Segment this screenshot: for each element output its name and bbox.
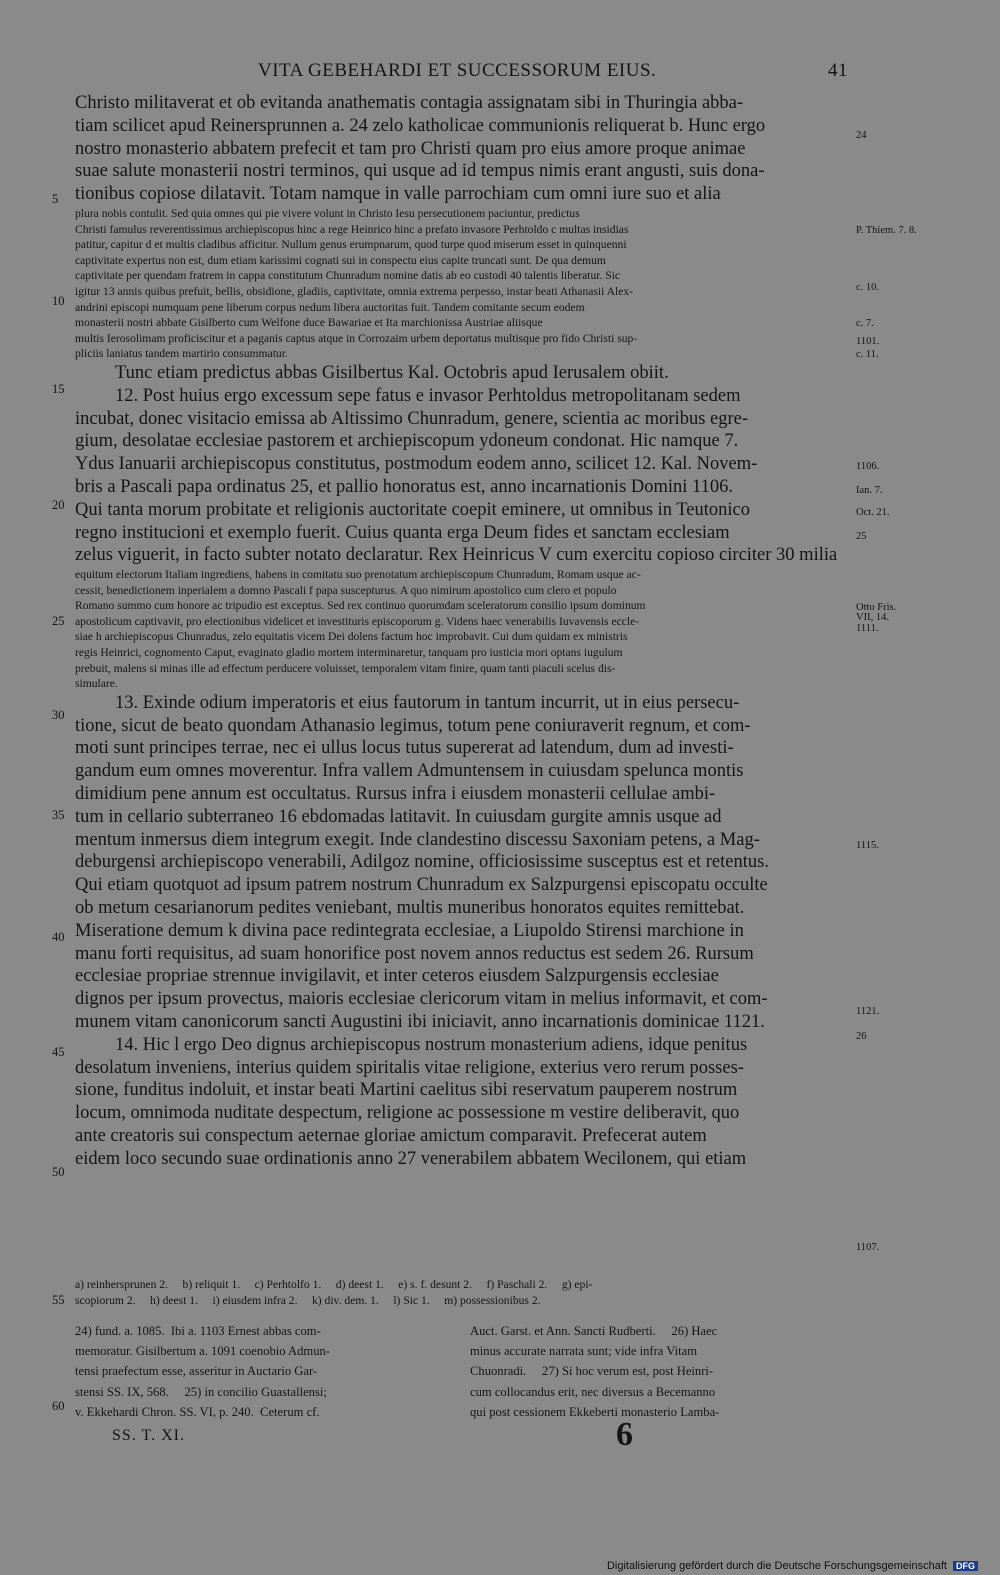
commentary-line: Auct. Garst. et Ann. Sancti Rudberti. 26) Haec (470, 1324, 718, 1338)
line-number: 55 (52, 1293, 65, 1307)
margin-note: 1106. (856, 461, 880, 472)
text-line: Tunc etiam predictus abbas Gisilbertus Kal. Octobris apud Ierusalem obiit. (115, 362, 669, 383)
line-number: 35 (52, 808, 65, 822)
text-line: captivitate expertus non est, dum etiam karissimi cognati sui in conspectu eius capite truncati sunt. De qua demum (75, 253, 606, 267)
text-line: deburgensi archiepiscopo venerabili, Adilgoz nomine, officiosissime susceptus est et retentus. (75, 852, 769, 873)
commentary-line: minus accurate narrata sunt; vide infra Vitam (470, 1344, 698, 1359)
text-line: ante creatoris sui conspectum aeternae gloriae amictum comparavit. Prefecerat autem (75, 1125, 707, 1146)
line-number: 40 (52, 930, 65, 944)
signature-mark: SS. T. XI. (112, 1427, 185, 1444)
text-line: multis Ierosolimam proficiscitur et a paganis captus atque in Corrozaim urbem deportatus multisque pro fido Christi sup- (75, 331, 638, 345)
margin-note: 1121. (856, 1006, 880, 1017)
footnote-line: scopiorum 2. h) deest 1. i) eiusdem infra 2. k) div. dem. 1. l) Sic 1. m) possessionibus 2. (75, 1294, 541, 1307)
text-line: zelus viguerit, in facto subter notato declaratur. Rex Heinricus V cum exercitu copioso circiter 30 milia (75, 545, 838, 566)
text-line: tum in cellario subterraneo 16 ebdomadas latitavit. In cuiusdam gurgite amnis usque ad (75, 806, 722, 827)
text-line: equitum electorum Italiam ingrediens, habens in comitatu suo prenotatum archiepiscopum Chunradum, Romam usque ac- (75, 568, 641, 582)
dfg-logo-icon: DFG (953, 1561, 978, 1571)
text-line: locum, omnimoda nuditate despectum, religione ac possessione m vestire deliberavit, quo (75, 1103, 740, 1124)
text-line: nostro monasterio abbatem prefecit et tam pro Christi quam pro eius amore proque animae (75, 138, 746, 159)
main-text (75, 92, 850, 1171)
text-line: 12. Post huius ergo excessum sepe fatus e invasor Perhtoldus metropolitanam sedem (115, 385, 741, 406)
commentary-line: tensi praefectum esse, asseritur in Auctario Gar- (75, 1364, 318, 1379)
margin-note: c. 10. (856, 282, 880, 293)
commentary-right-column (470, 1321, 850, 1422)
text-line: prebuit, malens si minas ille ad effectum perducere voluisset, temporalem vitam finire, quam tanti piaculi scelus dis- (75, 661, 616, 675)
line-number: 10 (52, 294, 65, 308)
commentary-line: stensi SS. IX, 568. 25) in concilio Guastallensi; (75, 1384, 327, 1399)
commentary-line: Chuonradi. 27) Si hoc verum est, post Heinri- (470, 1364, 714, 1379)
text-line: dimidium pene annum est occultatus. Rursus infra i eiusdem monasterii cellulae ambi- (75, 784, 716, 805)
digitization-credit (607, 1560, 978, 1572)
text-line: Romano summo cum honore ac tripudio est exceptus. Sed rex continuo quorumdam sceleratorum consilio ipsum dominum (75, 599, 646, 613)
text-line: Ydus Ianuarii archiepiscopus constitutus, postmodum eodem anno, scilicet 12. Kal. Novem- (75, 454, 758, 475)
line-number: 25 (52, 614, 65, 628)
text-line: gium, desolatae ecclesiae pastorem et archiepiscopum ydoneum condonat. Hic namque 7. (75, 431, 739, 452)
text-line: tione, sicut de beato quondam Athanasio legimus, totum pene coniuraverit regnum, et com- (75, 715, 751, 736)
margin-note: VII, 14. (856, 612, 889, 623)
text-line: sione, funditus indoluit, et instar beati Martini caelitus sibi reservatum pauperem nostrum (75, 1080, 738, 1101)
margin-note: 1111. (856, 623, 879, 634)
text-line: desolatum inveniens, interius quidem spiritalis vitae religione, exterius vero rerum posses- (75, 1057, 744, 1078)
line-number: 45 (52, 1045, 65, 1059)
credit-text: Digitalisierung gefördert durch die Deutsche Forschungsgemeinschaft (606, 1560, 947, 1572)
text-line: patitur, capitur d et multis cladibus afficitur. Nullum genus erumpnarum, quod turpe quod miserum esset in quinquenni (75, 238, 627, 252)
text-line: regno institucioni et exemplo fuerit. Cuius quanta erga Deum fides et sanctam ecclesiam (75, 522, 730, 543)
text-line: apostolicum captivavit, pro electionibus videlicet et investituris episcoporum g. Videns haec venerabilis Iuvavensis eccle- (75, 614, 640, 628)
text-line: eidem loco secundo suae ordinationis anno 27 venerabilem abbatem Wecilonem, qui etiam (75, 1148, 747, 1169)
commentary-line: memoratur. Gisilbertum a. 1091 coenobio Admun- (75, 1344, 330, 1359)
text-line: dignos per ipsum provectus, maioris ecclesiae clericorum vitam in melius informavit, et com- (75, 989, 768, 1010)
text-line: captivitate per quendam fratrem in cappa constitutum Chunradum nomine datis ab eo custodi 40 talentis liberatur. Sic (75, 269, 621, 283)
line-number: 60 (52, 1399, 65, 1413)
line-number: 50 (52, 1165, 65, 1179)
margin-note: 25 (856, 531, 867, 542)
footnote-line: a) reinhersprunen 2. b) reliquit 1. c) Perhtolfo 1. d) deest 1. e) s. f. desunt 2. f) Paschali 2. g) epi- (75, 1278, 593, 1291)
margin-note: 1101. (856, 336, 880, 347)
textual-footnotes (75, 1277, 850, 1309)
commentary-line: 24) fund. a. 1085. Ibi a. 1103 Ernest abbas com- (75, 1324, 321, 1338)
text-line: bris a Pascali papa ordinatus 25, et pallio honoratus est, anno incarnationis Domini 1106. (75, 476, 733, 497)
text-line: incubat, donec visitacio emissa ab Altissimo Chunradum, genere, scientia ac moribus egre- (75, 408, 749, 429)
text-line: tionibus copiose dilatavit. Totam namque in valle parrochiam cum omni iure suo et alia (75, 184, 721, 205)
sheet-number: 6 (616, 1416, 633, 1453)
margin-note: Ian. 7. (856, 485, 883, 496)
text-line: ob metum cesarianorum pedites veniebant, multis muneribus honoratos equites remittebat. (75, 898, 745, 919)
text-line: Christi famulus reverentissimus archiepiscopus hinc a rege Heinrico hinc a prefato invasore Perhtoldo c multas insidias (75, 222, 629, 236)
text-line: pliciis laniatus tandem martirio consummatur. (75, 347, 288, 361)
text-line: 13. Exinde odium imperatoris et eius fautorum in tantum incurrit, ut in eius persecu- (115, 692, 740, 713)
text-line: igitur 13 annis quibus prefuit, bellis, obsidione, gladiis, captivitate, omnia extrema perpesso, instar beati Athanasii Alex- (75, 284, 633, 298)
commentary-left-column (75, 1321, 455, 1422)
line-number: 5 (52, 192, 59, 206)
running-header (78, 60, 848, 88)
margin-note: c. 11. (856, 349, 879, 360)
margin-note: 24 (856, 130, 867, 141)
text-line: simulare. (75, 677, 118, 691)
text-line: siae h archiepiscopus Chunradus, zelo equitatis vicem Dei dolens factum hoc improbavit. Cui dum quidam ex ministris (75, 630, 628, 644)
commentary-line: qui post cessionem Ekkeberti monasterio Lamba- (470, 1404, 720, 1419)
margin-note: P. Thiem. 7. 8. (856, 225, 917, 236)
text-line: andrini episcopi numquam pene liberum corpus nedum libera auctoritas fuit. Tandem comitante secum eodem (75, 300, 585, 314)
page-number: 41 (828, 60, 848, 81)
text-line: Miseratione demum k divina pace redintegrata ecclesiae, a Liupoldo Stirensi marchione in (75, 920, 744, 941)
line-number: 15 (52, 382, 65, 396)
margin-note: Oct. 21. (856, 507, 890, 518)
text-line: regis Heinrici, cognomento Caput, evaginato gladio mortem interminaretur, tanquam pro iusticia mori optans iugulum (75, 646, 623, 660)
margin-note: Otto Fris. (856, 602, 897, 613)
text-line: munem vitam canonicorum sancti Augustini ibi iniciavit, anno incarnationis dominicae 1121. (75, 1012, 765, 1032)
margin-note: c. 7. (856, 318, 874, 329)
text-line: manu forti requisitus, ad suam honorifice post novem annos reductus est sedem 26. Rursum (75, 943, 754, 964)
text-line: Qui tanta morum probitate et religionis auctoritate coepit eminere, ut omnibus in Teutonico (75, 499, 750, 520)
commentary-line: v. Ekkehardi Chron. SS. VI, p. 240. Ceterum cf. (75, 1404, 320, 1419)
text-line: monasterii nostri abbate Gisilberto cum Welfone duce Bawariae et Ita marchionissa Austriae aliisque (75, 316, 543, 330)
text-line: mentum inmersus diem integrum exegit. Inde clandestino discessu Saxoniam petens, a Mag- (75, 829, 760, 850)
margin-note: 26 (856, 1031, 867, 1042)
running-title: VITA GEBEHARDI ET SUCCESSORUM EIUS. (258, 60, 657, 81)
line-number: 30 (52, 708, 65, 722)
text-line: ecclesiae propriae strennue invigilavit, et inter ceteros eiusdem Salzpurgensis ecclesiae (75, 966, 719, 987)
commentary-line: cum collocandus erit, nec diversus a Becemanno (470, 1384, 716, 1399)
line-number: 20 (52, 498, 65, 512)
text-line: Qui etiam quotquot ad ipsum patrem nostrum Chunradum ex Salzpurgensi episcopatu occulte (75, 875, 768, 896)
text-line: tiam scilicet apud Reinersprunnen a. 24 zelo katholicae communionis reliquerat b. Hunc ergo (75, 115, 766, 136)
text-line: moti sunt principes terrae, nec ei ullus locus tutus supererat ad latendum, dum ad investi- (75, 738, 734, 759)
text-line: cessit, benedictionem inperialem a domno Pascali f papa suscepturus. A quo nimirum apostolico cum clero et populo (75, 583, 617, 597)
margin-note: 1107. (856, 1242, 880, 1253)
text-line: suae salute monasterii nostri terminos, qui usque ad id tempus nimis erant angusti, suis dona- (75, 161, 765, 182)
margin-note: 1115. (856, 840, 879, 851)
text-line: gandum eum omnes moverentur. Infra vallem Admuntensem in cuiusdam spelunca montis (75, 761, 744, 782)
text-line: plura nobis contulit. Sed quia omnes qui pie vivere volunt in Christo Iesu persecutionem paciuntur, predictus (75, 206, 580, 220)
text-line: Christo militaverat et ob evitanda anathematis contagia assignatam sibi in Thuringia abba- (75, 93, 744, 113)
text-line: 14. Hic l ergo Deo dignus archiepiscopus nostrum monasterium adiens, idque penitus (115, 1034, 748, 1055)
